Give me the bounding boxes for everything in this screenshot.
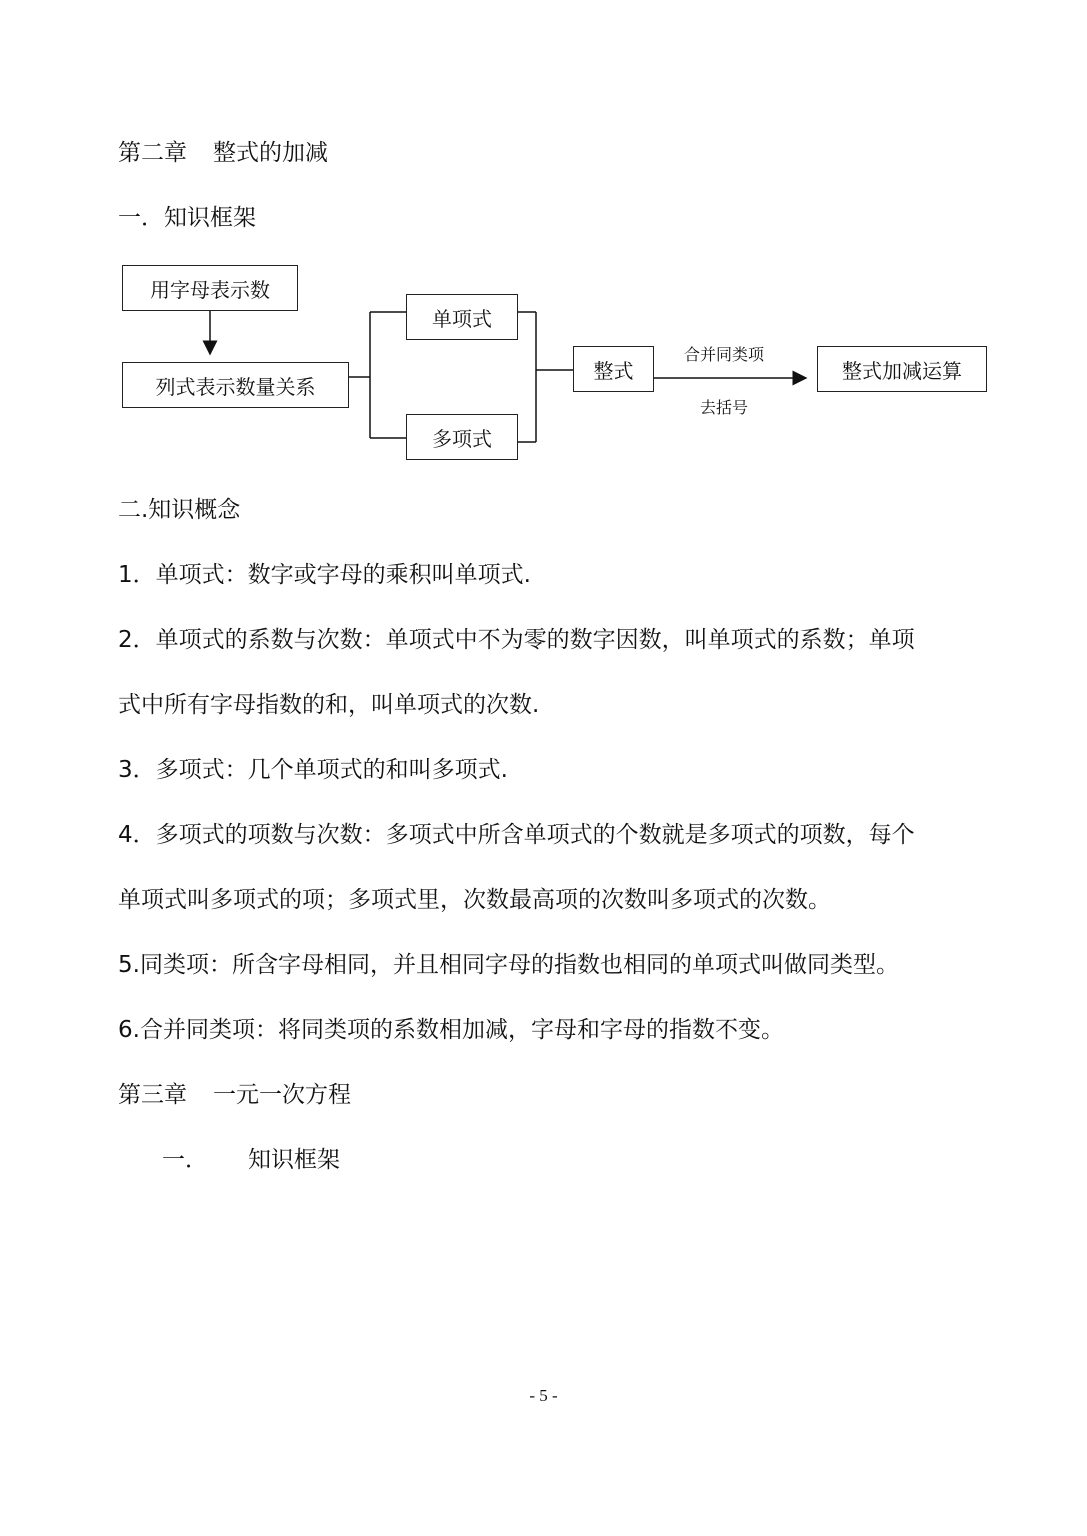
concept-line: 5.同类项：所含字母相同，并且相同字母的指数也相同的单项式叫做同类型。 <box>118 952 899 978</box>
section-knowledge-concepts: 二.知识概念 <box>118 497 241 523</box>
chapter-3-section-framework <box>162 1145 340 1175</box>
box-letters-represent-numbers: 用字母表示数 <box>122 265 298 311</box>
chapter-3-section-number: 一． <box>162 1147 208 1173</box>
chapter-3-number: 第三章 <box>118 1082 187 1108</box>
chapter-2-name: 整式的加减 <box>213 140 328 166</box>
concept-line: 2．单项式的系数与次数：单项式中不为零的数字因数，叫单项式的系数；单项 <box>118 627 915 653</box>
box-polynomial: 多项式 <box>406 414 518 460</box>
box-integral-expression: 整式 <box>573 346 654 392</box>
chapter-3-title <box>118 1080 351 1110</box>
chapter-2-number: 第二章 <box>118 140 187 166</box>
box-expression-relations: 列式表示数量关系 <box>122 362 349 408</box>
chapter-3-name: 一元一次方程 <box>213 1082 351 1108</box>
concept-line: 4．多项式的项数与次数：多项式中所含单项式的个数就是多项式的项数，每个 <box>118 822 915 848</box>
page-number: - 5 - <box>529 1386 558 1405</box>
box-monomial: 单项式 <box>406 294 518 340</box>
box-add-subtract-operations: 整式加减运算 <box>817 346 987 392</box>
concept-line: 单项式叫多项式的项；多项式里，次数最高项的次数叫多项式的次数。 <box>118 887 831 913</box>
section-knowledge-framework: 一．知识框架 <box>118 205 256 231</box>
chapter-3-section-name: 知识框架 <box>248 1147 340 1173</box>
chapter-2-title <box>118 138 328 168</box>
label-combine-like-terms: 合并同类项 <box>684 345 765 364</box>
concept-line: 1．单项式：数字或字母的乘积叫单项式. <box>118 562 531 588</box>
concept-line: 3．多项式：几个单项式的和叫多项式. <box>118 757 508 783</box>
concept-line: 6.合并同类项：将同类项的系数相加减，字母和字母的指数不变。 <box>118 1017 784 1043</box>
concept-line: 式中所有字母指数的和，叫单项式的次数. <box>118 692 540 718</box>
knowledge-framework-diagram <box>118 262 998 467</box>
label-remove-brackets: 去括号 <box>700 398 749 417</box>
